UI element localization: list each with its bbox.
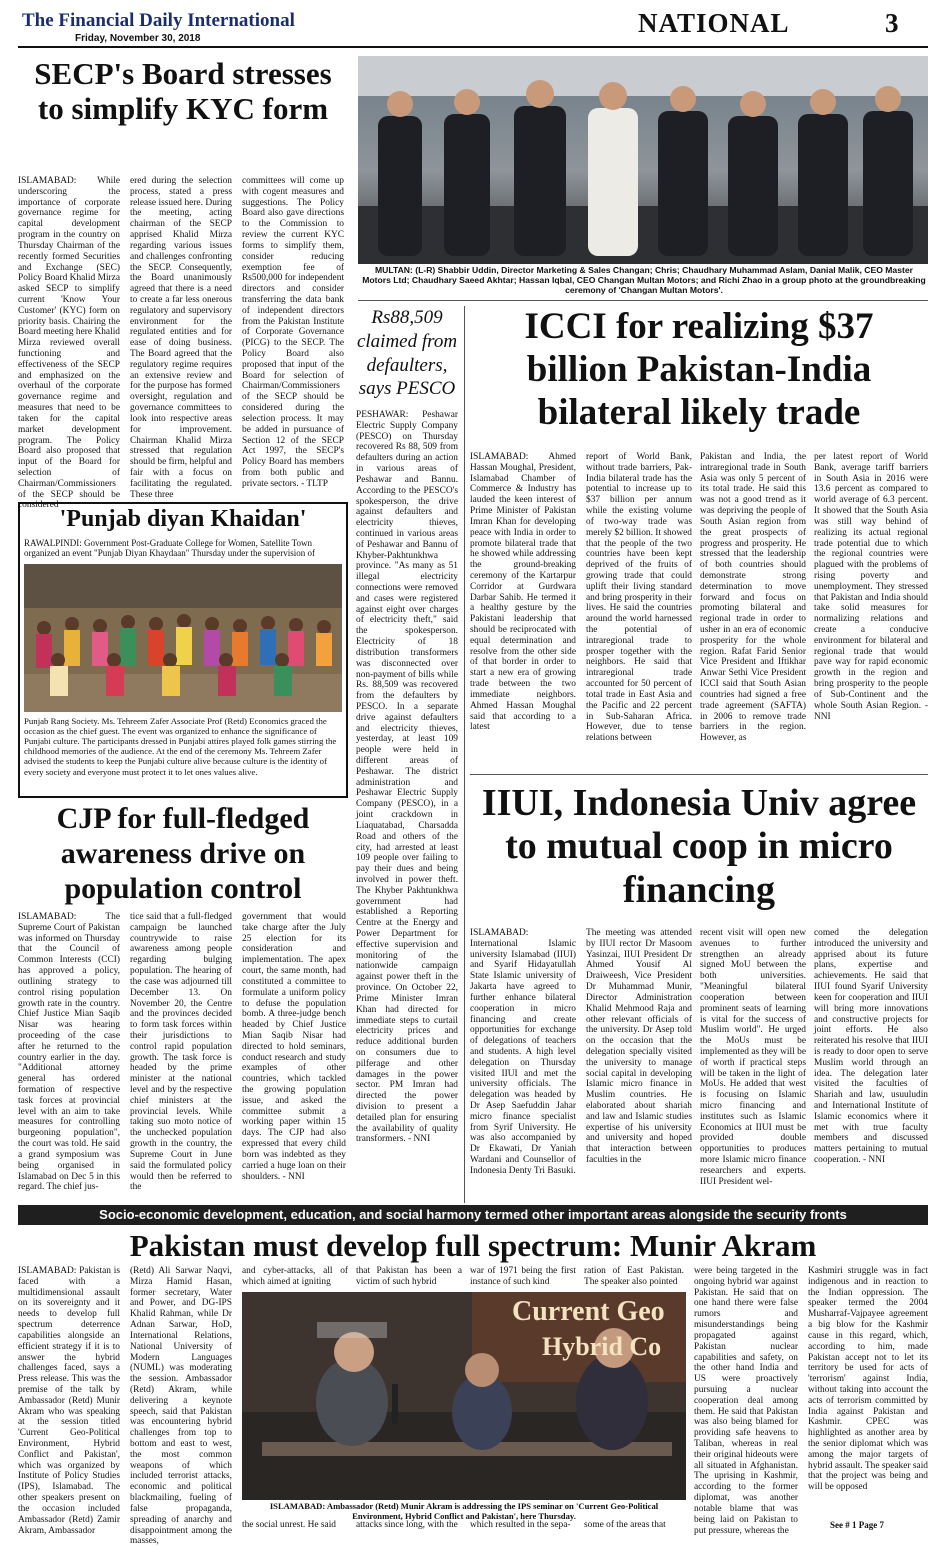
munir-column-5-end: which resulted in the sepa- [470,1520,571,1530]
munir-column-6: ration of East Pakistan. The speaker also pointed [584,1266,684,1287]
munir-headline: Pakistan must develop full spectrum: Munir Akram [129,1228,817,1263]
munir-column-1: ISLAMABAD: Pakistan is faced with a multidimensional assault on its sovereignty and it needs to develop full spectrum deterrence capabilities alongside an efficient strategy if it is to answer the hybrid challenges faced, says a Press release. This was the premise of the talk by Ambassador (Retd) Munir Akram who was speaking at the session titled 'Current Geo-Political Environment, Hybrid Conflict and Pakistan', which was organized by Institute of Policy Studies (IPS), Islamabad. The other speakers present on the occasion included Ambassador (Retd) Zamir Akram, Ambassador [18,1266,120,1536]
pesco-divider [464,306,465,1203]
icci-column-4: per latest report of World Bank, average tariff barriers in South Asia in 2016 were 13.6 percent as compared to world average of 6.3 percent. It showed that the South Asia was still way behind of realizing its actual regional trade potential due to which the regional countries were plagued with the problems of rising poverty and unemployment. They stressed that Pakistan and India should take solid measures for normalizing relations and create a conducive environment for bilateral and regional trade that would pave way for rapid economic growth in the region and bring prosperity to the people of Sub-Continent and the whole South Asian Region. - NNI [814,452,928,722]
munir-column-7: were being targeted in the ongoing hybrid war against Pakistan. He said that on one hand there were false rumors and misunderstandings being propagated against Pakistan nuclear capabilities and safety, on the other hand India and US were proactively pursuing a nuclear cooperation deal among them. He said that Pakistan was also being blamed for providing safe heavens to Taliban, whereas in real their original hideouts were all situated in Afghanistan. The uprising in Kashmir, according to the former diplomat, was another notable blame that was being laid on Pakistan to put pressure, whereas the [694,1266,798,1536]
punjab-intro: RAWALPINDI: Government Post-Graduate College for Women, Satellite Town organized an event "Punjab Diyan Khaydaan" Thursday under the supervision of [24,538,315,559]
page-number: 3 [885,8,899,38]
icci-column-3: Pakistan and India, the intraregional trade in South Asia was only 5 percent of its total trade. He said this was not a good trend as it was depriving the people of South Asian region from the great prospects of progress and prosperity. He stressed that the leadership of both countries should demonstrate strong determination to move forward and focus on promoting bilateral and regional trade in order to usher in an era of economic prosperity for the whole region. Rafat Farid Senior Vice President and Iftikhar Anwar Sethi Vice President ICCI said that South Asian countries had signed a free trade agreement (SAFTA) in 2006 to remove trade barriers in the region. However, as [700,452,806,744]
secp-column-3: committees will come up with cogent measures and suggestions. The Policy Board also gave directions to the Commission to review the current KYC forms to simplify them, consider reducing exemption fee of Rs500,000 for independent directors and consider transferring the data bank of independent directors from the Pakistan Institute of Corporate Governance (PICG) to the SECP. The Policy Board also proposed that input of the Board for selection of Chairman/Commissioners of the SECP should be considered during the selection process. It may be added in pursuance of Section 12 of the SECP Act 1997, the SECP's Policy Board has members from both public and private sectors. - TLTP [242,176,344,489]
multan-divider [358,300,928,301]
newspaper-name: The Financial Daily International [22,10,295,31]
photo-sign-line-1: Current Geo [512,1296,665,1327]
munir-column-5: war of 1971 being the first instance of such kind [470,1266,576,1287]
iiui-column-1: ISLAMABAD: International Islamic university Islamabad (IIUI) and Syarif Hidayatullah State Islamic university of Jakarta have agreed to further enhance bilateral cooperation in micro financing and create opportunities for exchange of delegations of teachers and students. A high level delegation on Thursday visited IIUI and met the university officials. The delegation was headed by Dr Asep Saefuddin Jahar micro finance specialist from Syrif University. He was also accompanied by Dr Ekawati, Dr Yaniah Wardani and Counsellor of Indonesia Denty Tri Basuki. [470,928,576,1176]
munir-column-3: and cyber-attacks, all of which aimed at igniting [242,1266,348,1287]
icci-column-1: ISLAMABAD: Ahmed Hassan Moughal, President, Islamabad Chamber of Commerce & Industry has lauded the keen interest of Prime Minister of Pakistan Imran Khan for developing peace with India in order to promote bilateral trade that he showed while addressing the ground-breaking ceremony of the Kartarpur Corridor at Gurdwara Darbar Sahib. He termed it a healthy gesture by the Pakistani leadership that should be reciprocated with equal determination and resolve from the other side of that border in order to start a new era of growing trade between the two immediate neighbors. Ahmed Hassan Moughal said that according to a latest [470,452,576,733]
punjab-event-photo [24,564,342,712]
multan-group-photo [358,56,928,264]
multan-photo-image [358,56,928,264]
continued-jump-line: See # 1 Page 7 [830,1520,884,1530]
cjp-column-1: ISLAMABAD: The Supreme Court of Pakistan was informed on Thursday that the Council of Common Interests (CCI) has approved a policy, outlining strategy to control rising population growth rate in the country. Chief Justice Mian Saqib Nisar was hearing proceeding of the case after he returned to the country earlier in the day. "Additional attorney general has ordered formation of respective task forces at provincial level with an aim to take measures for controlling burgeoning population", the court was told. He said a grand symposium was being organised in Islamabad on Dec 5 in this regard. The chief jus- [18,912,120,1193]
masthead-rule [18,46,928,48]
icci-divider [470,774,928,775]
photo-sign-line-2: Hybrid Co [542,1332,662,1361]
cjp-column-3: government that would take charge after the July 25 election for its consideration and implementation. The apex court, the same month, had constituted a committee to formulate a uniform policy to defuse the population bomb. A three-judge bench headed by Chief Justice Mian Saqib Nisar had directed to hold seminars, conduct research and study examples of other countries, which tackled the growing population issue, and asked the committee submit a working paper within 15 days. The CJP had also expressed that every child born was indebted as they carried a huge loan on their shoulders. - NNI [242,912,346,1182]
icci-column-2: report of World Bank, without trade barriers, Pak-India bilateral trade has the potential to increase up to $37 billion per annum while the existing volume of two-way trade was merely $2 billion. It showed that the people of the two countries have been kept deprived of the fruits of growing trade that could uplift their living standard and bring prosperity in their lives. He said the countries around the world harnessed the potential of intraregional trade to prosper together with the neighbors. He said that intraregional trade accounted for 50 percent of total trade in East Asia and the Pacific and 22 percent in Sub-Saharan Africa. However, due to tense relations between [586,452,692,744]
secp-column-2: ered during the selection process, stated a press release issued here. During the meeting, acting chairman of the SECP apprised Khalid Mirza regarding various issues and challenges confronting the SECP. Consequently, the Board unanimously agreed that there is a need to create a far less onerous regulatory and supervisory environment for the regulated entities and for ease of doing business. The Board agreed that the regulatory regime requires an extensive review and for the purpose has formed oversight, regulation and governance committees to look into respective areas for improvement. Chairman Khalid Mirza stressed that regulation should be firm, helpful and fair with a focus on facilitating the regulated. These three [130,176,232,500]
munir-photo-caption: ISLAMABAD: Ambassador (Retd) Munir Akram is addressing the IPS seminar on 'Current Geo-Political Environment, Hybrid Conflict and Pakistan', here Thursday. [269,1501,659,1521]
iiui-headline: IIUI, Indonesia Univ agree to mutual coop in micro financing [481,782,917,911]
cjp-column-2: tice said that a full-fledged campaign be launched countrywide to raise awareness among people regarding bulging population. The hearing of the case was adjourned till December 13. On November 20, the Centre and the provinces decided to form task forces within their jurisdictions to control rapid population growth. The task force is headed by the prime minister at the national level and by the respective chief ministers at the provincial levels. While taking suo moto notice of the unchecked population growth in the country, the Supreme Court in June said the formulated policy would then be referred to the [130,912,232,1193]
munir-kicker-banner: Socio-economic development, education, and social harmony termed other important areas alongside the security fronts [18,1205,928,1225]
multan-caption: MULTAN: (L-R) Shabbir Uddin, Director Marketing & Sales Changan; Chris; Chaudhary Muhammad Aslam, Danial Malik, CEO Master Motors Ltd; Chaudhary Saeed Akhtar; Hassan Iqbal, CEO Changan Multan Motors; and Richi Zhao in a group photo at the groundbreaking ceremony of 'Changan Multan Motors'. [362,265,926,295]
punjab-headline: 'Punjab diyan Khaidan' [59,506,307,532]
punjab-caption: Punjab Rang Society. Ms. Tehreem Zafer Associate Prof (Retd) Economics graced the occasion as the chief guest. The event was organized to enhance the significance of Punjabi culture. The participants dressed in Punjabi attires played folk games stirring the childhood memories of the audience. At the end of the ceremony Ms. Tehreem Zafer advised the students to keep the Punjabi culture alive because culture is the identity of every society and everyone must protect it to let ones values alive. [24,716,337,777]
cjp-headline: CJP for full-fledged awareness drive on population control [56,802,310,905]
munir-seminar-photo [242,1292,686,1500]
secp-headline: SECP's Board stresses to simplify KYC form [34,56,332,127]
munir-column-3-end: the social unrest. He said [242,1520,336,1530]
punjab-photo-image [24,564,342,712]
pesco-headline: Rs88,509 claimed from defaulters, says PESCO [356,307,458,400]
issue-date: Friday, November 30, 2018 [75,33,201,44]
munir-column-2: (Retd) Ali Sarwar Naqvi, Mirza Hamid Hasan, former secretary, Water and Power, and DG-IPS Khalid Rahman, while Dr Adnan Sarwar, HoD, International Relations, National University of Modern Languages (NUML) was moderating the session. Ambassador (Retd) Akram, while delivering a keynote speech, said that Pakistan was encountering hybrid challenges from top to bottom and east to west, the most common weapons of which included terrorist attacks, economic and political blackmailing, fueling of false propaganda, spreading of anarchy and disappointment among the masses, [130,1266,232,1547]
iiui-column-2: The meeting was attended by IIUI rector Dr Masoom Yasinzai, IIUI President Dr Ahmed Yousif Al Draiweesh, Vice President Dr Muhammad Munir, Director Administration Khalid Mehmood Raja and other relevant officials of the university. Dr Asep told on the occasion that the delegation specially visited the university to manage social capital in developing Islamic micro finance in Muslim countries. He elaborated about shariah and law and Islamic studies expertise of his university and university and hoped that interaction between faculties in the [586,928,692,1166]
munir-column-6-end: some of the areas that [584,1520,666,1530]
section-title: NATIONAL [638,8,790,38]
pesco-body: PESHAWAR: Peshawar Electric Supply Company (PESCO) on Thursday recovered Rs 88, 509 from defaulters during an action in various areas of Peshawar and Bannu. According to the PESCO's spokesperson, the drive against defaulters and electricity thieves, continued in various areas of Peshawar and Bannu of Khyber-Pakhtunkhwa province. "As many as 51 illegal electricity connections were removed and cases were registered against eight over charges of electricity theft," said the spokesperson. Electricity of 18 distribution transformers was disconnected over non-payment of bills while Rs. 88,509 was recovered from the defaulters by PESCO. In a separate drive against defaulters and electricity thieves, yesterday, at least 109 people were held in different areas of Peshawar. The district administration and Peshawar Electric Supply Company (PESCO), in a joint crackdown in Liaquatabad, Charsadda Road and others of the city, had arrested at least 109 people over failing to pay their dues and being involved in power theft. The Khyber Pakhtunkhwa government had established a Reporting Centre at the Energy and Power Department for effective supervision and monitoring of the nationwide campaign against power theft in the province. On October 22, Prime Minister Imran Khan had directed for immediate steps to curtail electricity prices and reduce additional burden on consumers due to pilferage and other damages in the power sector. PM Imran had directed the power division to present a detailed plan for ensuring the availability of quality transformers. - NNI [356,410,458,1145]
munir-column-8: Kashmiri struggle was in fact indigenous and in reaction to the Indian oppression. The speaker termed the 2004 Musharraf-Vajpayee agreement a big blow for the Kashmir cause in this regard, which, according to him, made Pakistan accept not to let its territory be used for acts of 'terrorism' against India, without taking into account the acts of terrorism committed by India against Pakistan and Kashmir. CPEC was highlighted as another area by the senior diplomat which was among the major targets of hybrid assault. The speaker said that the project was being and will be opposed [808,1266,928,1493]
munir-column-4: that Pakistan has been a victim of such hybrid [356,1266,462,1287]
secp-column-1: ISLAMABAD: While underscoring the importance of corporate governance regime for capital development program in the country on Thursday Chairman of the recently formed Securities and Exchange (SEC) Policy Board Khalid Mirza asked SECP to simplify current 'Know Your Customer' (KYC) form on priority basis. Chairing the Board meeting here Khalid Mirza reviewed overall functioning and effectiveness of the SECP and emphasized on the overhaul of the corporate governance regime and measures that need to be taken for the capital market development program. The Policy Board also proposed that input of the Board for selection of Chairman/Commissioners of the SECP should be considered [18,176,120,511]
icci-headline: ICCI for realizing $37 billion Pakistan-India bilateral likely trade [524,306,874,433]
munir-column-4-end: attacks since long, with the [356,1520,458,1530]
iiui-column-3: recent visit will open new avenues to further strengthen an already signed MoU between the both universities. "Meaningful bilateral cooperation between prominent seats of learning is vital for the success of Muslim world". He urged the MoUs must be implemented as they will be of worth if practical steps will be taken in the light of MoUs. He added that west is focusing on Islamic micro financing and institutes such as Islamic Economics at IIUI must be provided double opportunities to produces more Islamic micro finance researchers and experts. IIUI President wel- [700,928,806,1187]
iiui-column-4: comed the delegation introduced the university and apprised about its future plans, expertise and achievements. He said that IIUI found Syarif University keen for cooperation and IIUI will bring more innovations and constructive projects for joint efforts. He also reiterated his resolve that IIUI is ready to door open to serve Muslim world through an idea. The delegation later visited the faculties of Shariah and law, usuuludin and International Institute of Islamic economics where it met with true faculty members and discussed matters pertaining to mutual cooperation. - NNI [814,928,928,1166]
